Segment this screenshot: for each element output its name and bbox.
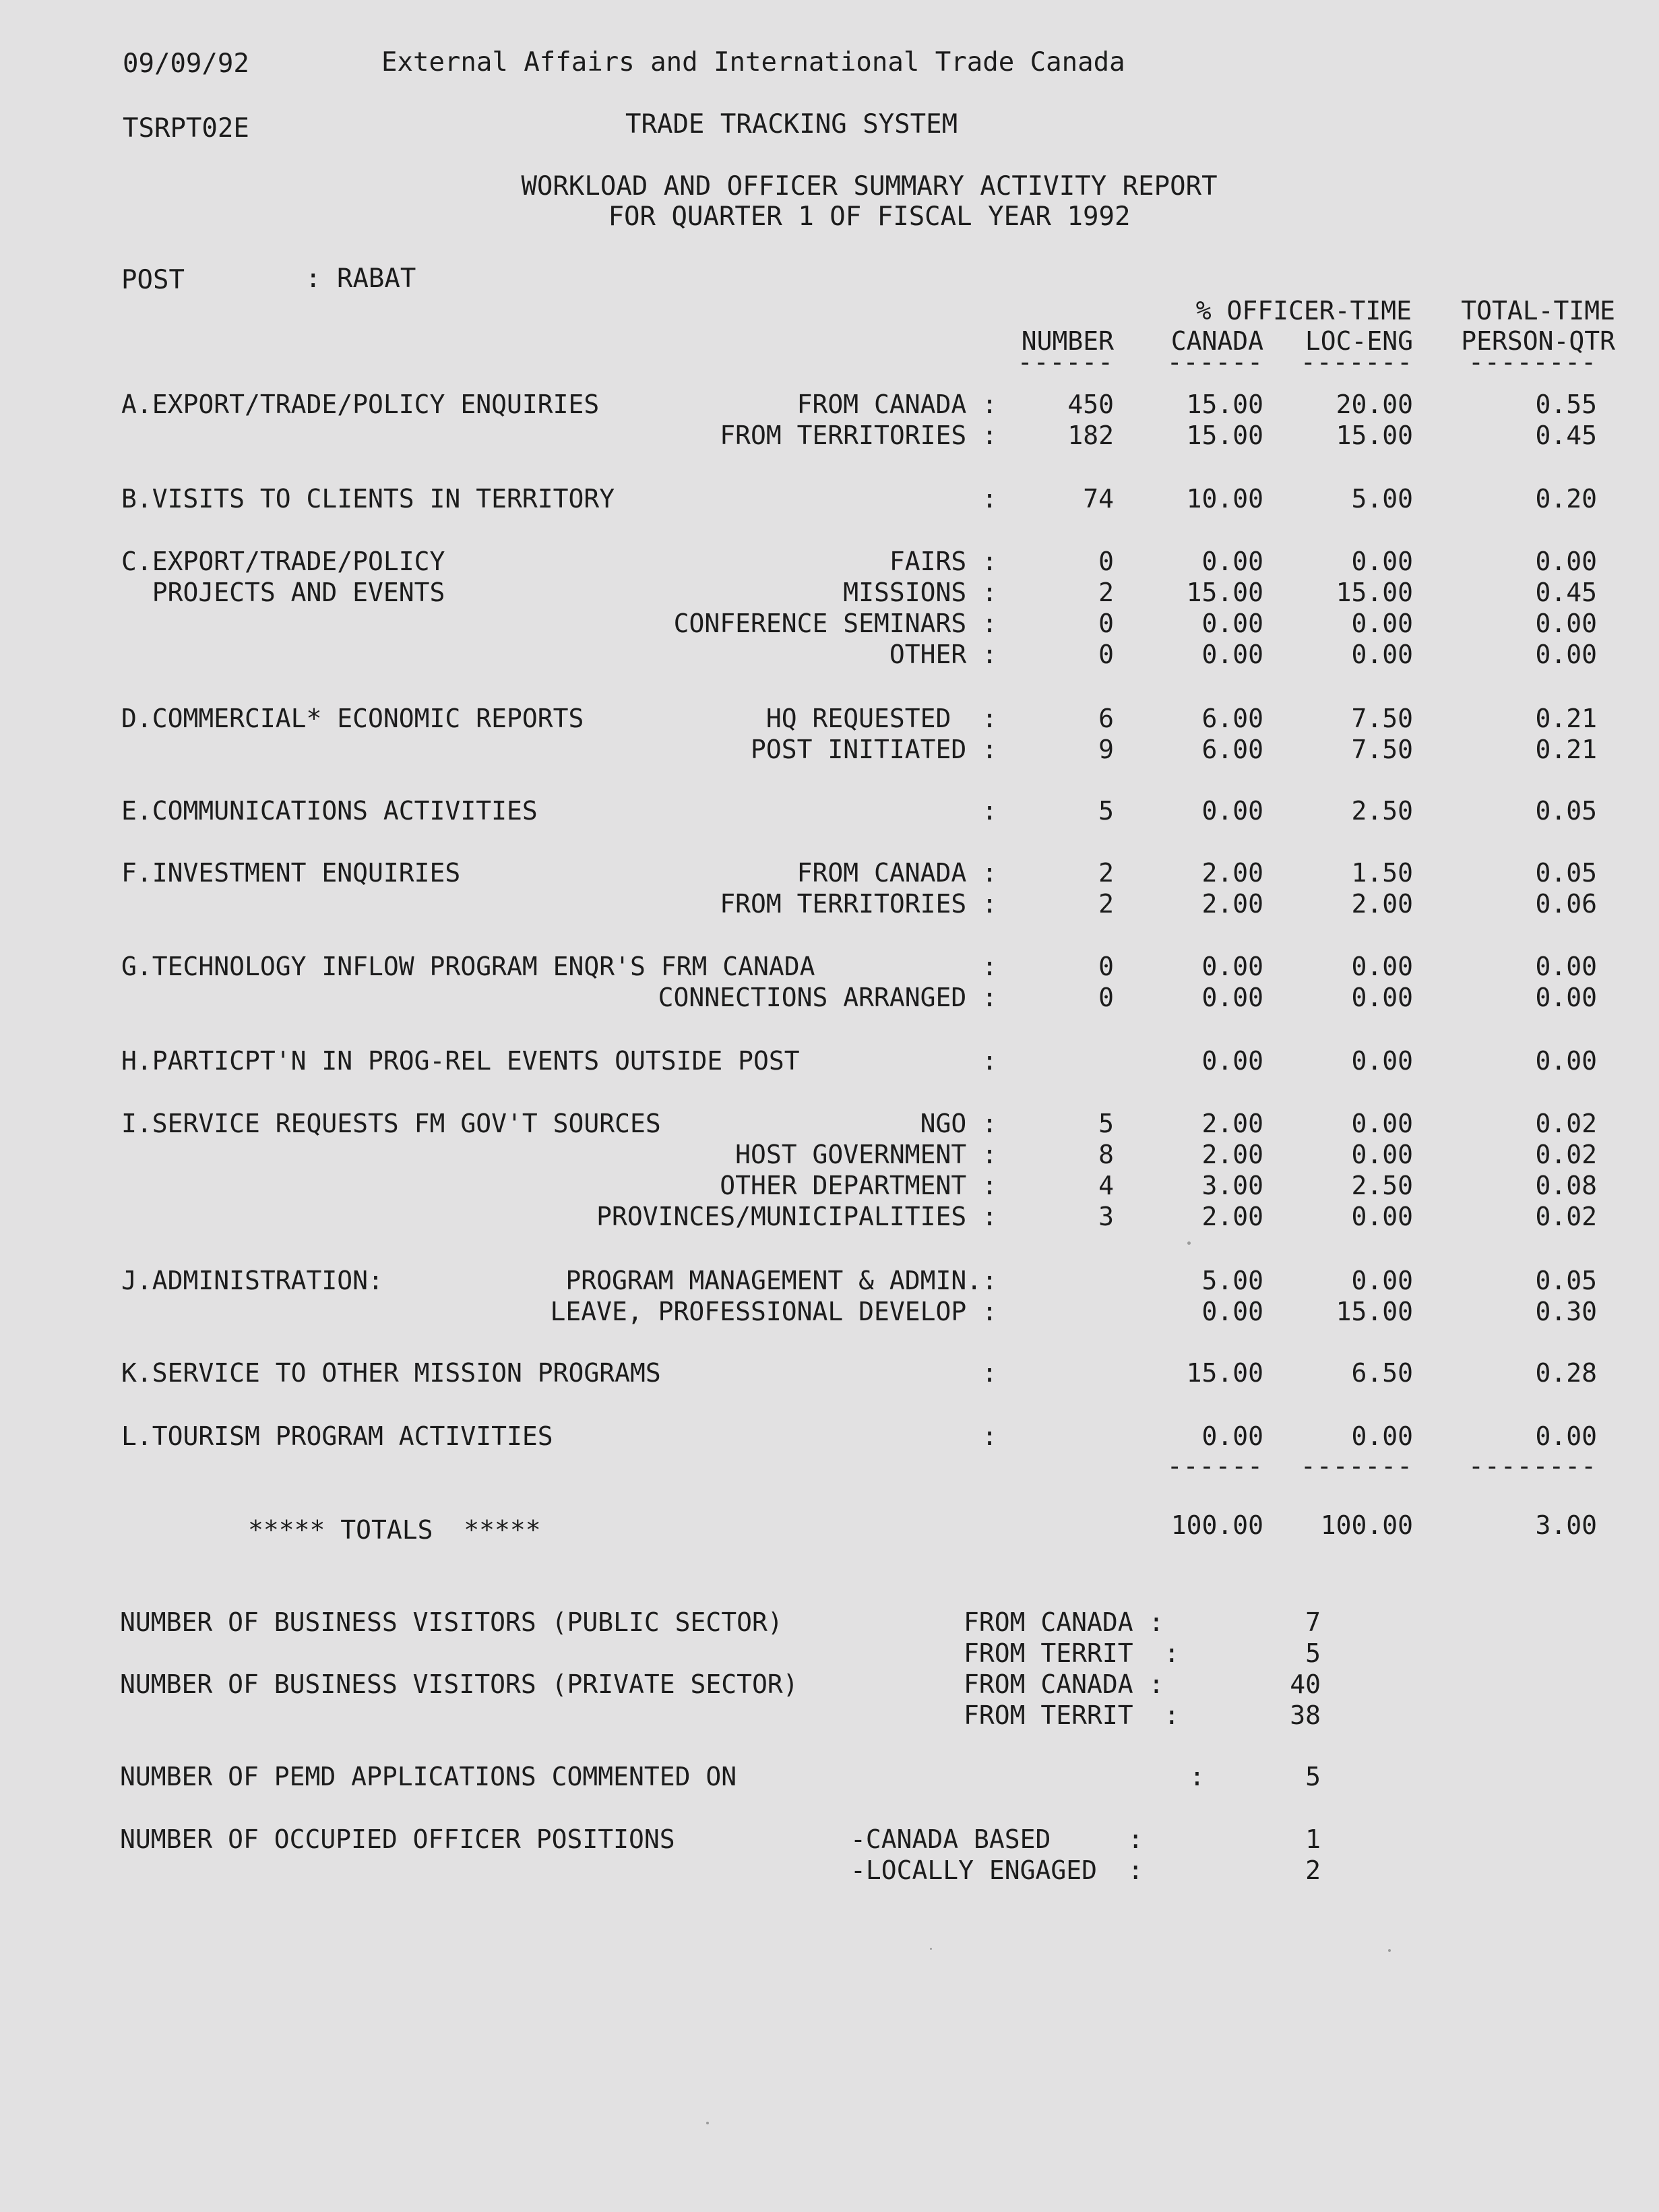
row-number: 74 [1083,484,1114,514]
loc-eng-column-header: LOC-ENG [1305,326,1413,356]
row-person-qtr: 0.00 [1535,609,1597,638]
report-subtitle: FOR QUARTER 1 OF FISCAL YEAR 1992 [608,202,1131,232]
row-person-qtr: 0.05 [1535,796,1597,826]
report-code: TSRPT02E [123,113,249,144]
row-canada-pct: 2.00 [1201,1109,1263,1138]
row-number: 4 [1098,1171,1114,1200]
row-loc-eng-pct: 0.00 [1351,640,1413,669]
row-category-label: B.VISITS TO CLIENTS IN TERRITORY [121,484,615,514]
row-sub-label: FAIRS : [889,547,997,576]
row-number: 0 [1098,640,1114,669]
row-loc-eng-pct: 2.00 [1351,889,1413,919]
loc-eng-column-rule: ------- [1300,347,1413,377]
row-category-label: K.SERVICE TO OTHER MISSION PROGRAMS [121,1358,661,1388]
row-number: 450 [1067,390,1114,419]
row-loc-eng-pct: 0.00 [1351,1140,1413,1169]
summary-sub-label: FROM CANADA : [964,1607,1164,1637]
summary-value: 2 [1305,1855,1321,1885]
row-sub-label: FROM TERRITORIES : [720,421,997,450]
row-person-qtr: 0.30 [1535,1297,1597,1326]
row-person-qtr: 0.21 [1535,704,1597,733]
row-number: 2 [1098,858,1114,888]
row-person-qtr: 0.00 [1535,547,1597,576]
row-number: 0 [1098,609,1114,638]
row-canada-pct: 2.00 [1201,1202,1263,1231]
summary-label: NUMBER OF BUSINESS VISITORS (PUBLIC SECTOR) [120,1607,783,1637]
row-sub-label: FROM CANADA : [796,858,997,888]
scan-speck [1388,1949,1391,1952]
row-person-qtr: 0.06 [1535,889,1597,919]
row-sub-label: : [982,484,997,514]
row-person-qtr: 0.05 [1535,858,1597,888]
row-number: 0 [1098,952,1114,981]
row-canada-pct: 10.00 [1186,484,1263,514]
row-sub-label: MISSIONS : [843,578,997,607]
post-label: POST [121,265,185,295]
summary-sub-label: FROM TERRIT : [964,1700,1180,1730]
row-number: 5 [1098,796,1114,826]
row-person-qtr: 0.00 [1535,640,1597,669]
row-sub-label: : [982,796,997,826]
row-canada-pct: 2.00 [1201,889,1263,919]
row-category-label: H.PARTICPT'N IN PROG-REL EVENTS OUTSIDE POST [121,1046,800,1076]
canada-column-rule: ------ [1166,347,1263,377]
summary-value: 7 [1305,1607,1321,1637]
row-person-qtr: 0.28 [1535,1358,1597,1388]
number-column-rule: ------ [1017,347,1114,377]
row-loc-eng-pct: 7.50 [1351,735,1413,764]
row-loc-eng-pct: 15.00 [1336,1297,1413,1326]
row-loc-eng-pct: 2.50 [1351,1171,1413,1200]
row-canada-pct: 0.00 [1201,640,1263,669]
row-category-label: L.TOURISM PROGRAM ACTIVITIES [121,1421,553,1451]
summary-value: 5 [1305,1762,1321,1791]
row-sub-label: HQ REQUESTED : [765,704,997,733]
row-sub-label: POST INITIATED : [750,735,997,764]
row-sub-label: : [982,1046,997,1076]
pct-officer-time-header: % OFFICER-TIME [1195,296,1412,326]
row-category-label: J.ADMINISTRATION: [121,1266,383,1295]
row-person-qtr: 0.05 [1535,1266,1597,1295]
report-title: WORKLOAD AND OFFICER SUMMARY ACTIVITY REPORT [521,171,1218,202]
summary-value: 38 [1290,1700,1321,1730]
row-canada-pct: 6.00 [1201,735,1263,764]
scan-speck [930,1948,932,1950]
summary-value: 40 [1290,1669,1321,1699]
summary-sub-label: FROM CANADA : [964,1669,1164,1699]
totals-loc-eng-rule: ------- [1300,1451,1413,1481]
row-loc-eng-pct: 7.50 [1351,704,1413,733]
row-number: 3 [1098,1202,1114,1231]
row-sub-label: : [982,952,997,981]
row-number: 6 [1098,704,1114,733]
row-category-label: A.EXPORT/TRADE/POLICY ENQUIRIES [121,390,600,419]
row-category-label: G.TECHNOLOGY INFLOW PROGRAM ENQR'S FRM CANADA [121,952,815,981]
row-canada-pct: 0.00 [1201,796,1263,826]
row-loc-eng-pct: 0.00 [1351,1266,1413,1295]
summary-sub-label: -LOCALLY ENGAGED : [850,1855,1144,1885]
row-canada-pct: 0.00 [1201,952,1263,981]
row-sub-label: CONNECTIONS ARRANGED : [658,983,997,1012]
totals-person-qtr: 3.00 [1535,1510,1597,1540]
row-canada-pct: 0.00 [1201,1421,1263,1451]
row-number: 0 [1098,547,1114,576]
row-sub-label: OTHER DEPARTMENT : [720,1171,997,1200]
summary-sub-label: FROM TERRIT : [964,1638,1180,1668]
row-canada-pct: 15.00 [1186,390,1263,419]
row-loc-eng-pct: 0.00 [1351,952,1413,981]
summary-label: NUMBER OF BUSINESS VISITORS (PRIVATE SECTOR) [120,1669,799,1699]
totals-loc-eng: 100.00 [1320,1510,1413,1540]
row-category-label: F.INVESTMENT ENQUIRIES [121,858,461,888]
totals-person-qtr-rule: -------- [1468,1451,1597,1481]
summary-label: NUMBER OF PEMD APPLICATIONS COMMENTED ON [120,1762,737,1791]
system-name: TRADE TRACKING SYSTEM [625,109,958,140]
row-loc-eng-pct: 20.00 [1336,390,1413,419]
row-canada-pct: 0.00 [1201,1046,1263,1076]
scan-speck [706,2122,709,2124]
row-person-qtr: 0.00 [1535,1421,1597,1451]
row-canada-pct: 6.00 [1201,704,1263,733]
row-loc-eng-pct: 6.50 [1351,1358,1413,1388]
row-person-qtr: 0.02 [1535,1109,1597,1138]
summary-value: 5 [1305,1638,1321,1668]
total-time-header: TOTAL-TIME [1461,296,1615,326]
row-loc-eng-pct: 15.00 [1336,578,1413,607]
row-person-qtr: 0.21 [1535,735,1597,764]
post-value: : RABAT [305,264,416,294]
row-person-qtr: 0.45 [1535,578,1597,607]
row-canada-pct: 0.00 [1201,983,1263,1012]
row-category-label: D.COMMERCIAL* ECONOMIC REPORTS [121,704,584,733]
row-sub-label: LEAVE, PROFESSIONAL DEVELOP : [550,1297,997,1326]
row-loc-eng-pct: 0.00 [1351,547,1413,576]
row-person-qtr: 0.02 [1535,1202,1597,1231]
row-loc-eng-pct: 15.00 [1336,421,1413,450]
row-canada-pct: 2.00 [1201,1140,1263,1169]
row-canada-pct: 5.00 [1201,1266,1263,1295]
row-loc-eng-pct: 0.00 [1351,609,1413,638]
row-person-qtr: 0.55 [1535,390,1597,419]
row-canada-pct: 15.00 [1186,578,1263,607]
report-date: 09/09/92 [123,49,249,79]
department-name: External Affairs and International Trade Canada [381,47,1125,78]
totals-canada: 100.00 [1170,1510,1263,1540]
row-loc-eng-pct: 0.00 [1351,1109,1413,1138]
row-category-label: PROJECTS AND EVENTS [121,578,445,607]
row-person-qtr: 0.45 [1535,421,1597,450]
number-column-header: NUMBER [1021,326,1114,356]
row-loc-eng-pct: 2.50 [1351,796,1413,826]
row-sub-label: PROVINCES/MUNICIPALITIES : [596,1202,997,1231]
row-person-qtr: 0.08 [1535,1171,1597,1200]
row-sub-label: NGO : [920,1109,997,1138]
row-sub-label: : [982,1358,997,1388]
row-canada-pct: 0.00 [1201,547,1263,576]
row-sub-label: : [982,1421,997,1451]
scan-speck [1187,1241,1191,1245]
row-canada-pct: 2.00 [1201,858,1263,888]
summary-sub-label: : [1189,1762,1205,1791]
row-canada-pct: 3.00 [1201,1171,1263,1200]
totals-canada-rule: ------ [1166,1451,1263,1481]
summary-sub-label: -CANADA BASED : [850,1824,1144,1854]
row-number: 2 [1098,889,1114,919]
row-person-qtr: 0.20 [1535,484,1597,514]
row-canada-pct: 15.00 [1186,421,1263,450]
row-sub-label: PROGRAM MANAGEMENT & ADMIN.: [565,1266,997,1295]
row-sub-label: FROM CANADA : [796,390,997,419]
row-number: 182 [1067,421,1114,450]
row-sub-label: HOST GOVERNMENT : [735,1140,997,1169]
row-sub-label: OTHER : [889,640,997,669]
row-loc-eng-pct: 1.50 [1351,858,1413,888]
row-category-label: E.COMMUNICATIONS ACTIVITIES [121,796,538,826]
person-qtr-column-rule: -------- [1468,347,1597,377]
row-person-qtr: 0.00 [1535,1046,1597,1076]
row-loc-eng-pct: 0.00 [1351,983,1413,1012]
row-canada-pct: 0.00 [1201,1297,1263,1326]
row-loc-eng-pct: 5.00 [1351,484,1413,514]
row-person-qtr: 0.00 [1535,983,1597,1012]
person-qtr-column-header: PERSON-QTR [1461,326,1615,356]
totals-label: ***** TOTALS ***** [248,1515,541,1545]
row-person-qtr: 0.00 [1535,952,1597,981]
row-loc-eng-pct: 0.00 [1351,1046,1413,1076]
row-number: 8 [1098,1140,1114,1169]
row-loc-eng-pct: 0.00 [1351,1421,1413,1451]
row-canada-pct: 15.00 [1186,1358,1263,1388]
summary-value: 1 [1305,1824,1321,1854]
row-number: 5 [1098,1109,1114,1138]
row-number: 2 [1098,578,1114,607]
summary-label: NUMBER OF OCCUPIED OFFICER POSITIONS [120,1824,675,1854]
row-category-label: I.SERVICE REQUESTS FM GOV'T SOURCES [121,1109,661,1138]
row-person-qtr: 0.02 [1535,1140,1597,1169]
row-number: 9 [1098,735,1114,764]
row-loc-eng-pct: 0.00 [1351,1202,1413,1231]
row-canada-pct: 0.00 [1201,609,1263,638]
row-sub-label: FROM TERRITORIES : [720,889,997,919]
canada-column-header: CANADA [1170,326,1263,356]
row-category-label: C.EXPORT/TRADE/POLICY [121,547,445,576]
row-number: 0 [1098,983,1114,1012]
row-sub-label: CONFERENCE SEMINARS : [673,609,997,638]
